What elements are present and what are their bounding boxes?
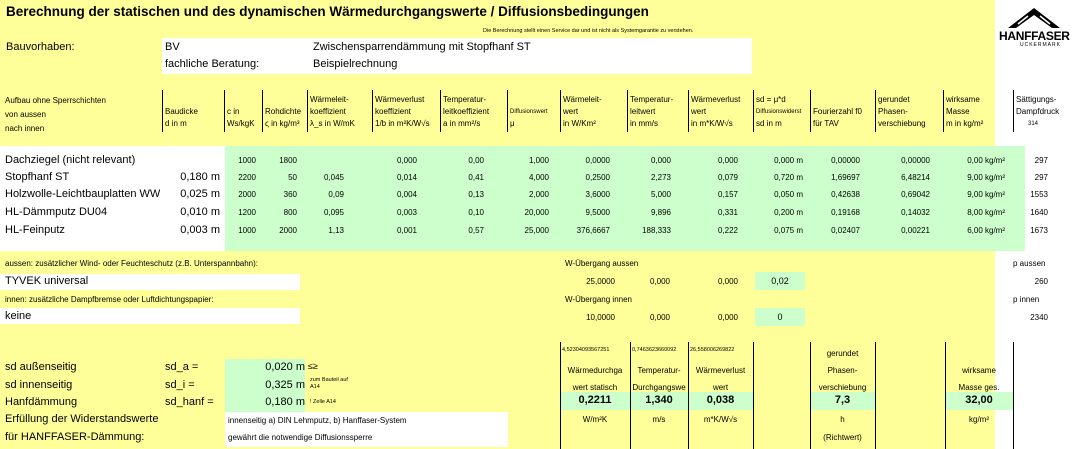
cell-loss: 0,004 xyxy=(396,190,417,199)
cell-a: 0,00 xyxy=(468,156,484,165)
header-layer: Aufbau ohne Sperrschichten von aussen nach innen xyxy=(5,96,106,133)
header-cond: Wärmeleit- wert in W/Km² xyxy=(560,90,602,132)
sd-a-var: sd_a = xyxy=(165,361,199,373)
u-value: 0,2211 xyxy=(578,394,612,406)
fulfil-line-1: Erfüllung der Widerstandswerte xyxy=(5,413,159,425)
inside-sd[interactable]: 0 xyxy=(777,312,783,322)
cell-lambda: 0,095 xyxy=(323,208,344,217)
header-c: c in Ws/kgK xyxy=(224,90,255,132)
cell-sat: 297 xyxy=(1034,156,1048,165)
cell-name[interactable]: Holzwolle-Leichtbauplatten WW xyxy=(5,188,160,200)
cell-a: 0,13 xyxy=(468,190,484,199)
cell-c: 2000 xyxy=(238,190,256,199)
page-title: Berechnung der statischen und des dynamischen Wärmedurchgangswerte / Diffusionsbedingungen xyxy=(6,4,649,19)
cell-name[interactable]: HL-Feinputz xyxy=(5,224,65,236)
cell-rho: 2000 xyxy=(279,226,297,235)
project-desc[interactable]: Zwischensparrendämmung mit Stopfhanf ST xyxy=(313,41,531,53)
cell-phase: 0,00221 xyxy=(901,226,930,235)
cell-mu: 4,000 xyxy=(528,173,549,182)
cell-sd: 0,000 m xyxy=(774,156,803,165)
cell-lv: 0,079 xyxy=(717,173,738,182)
inside-v3: 0,000 xyxy=(717,313,738,322)
cell-cond: 376,6667 xyxy=(576,226,610,235)
tl-unit: m/s xyxy=(652,415,666,424)
hanffaser-logo xyxy=(998,4,1070,50)
cell-lv: 0,222 xyxy=(717,226,738,235)
cell-loss: 0,003 xyxy=(396,208,417,217)
cell-name[interactable]: Dachziegel (nicht relevant) xyxy=(5,154,136,166)
cell-mass: 0,00 kg/m² xyxy=(967,156,1005,165)
disclaimer: Die Berechnung stellt einen Service dar und ist nicht als Systemgarantie zu verstehen. xyxy=(483,28,694,34)
cell-a: 0,57 xyxy=(468,226,484,235)
header-thickness: Baudicke d in m xyxy=(162,90,198,132)
cell-f0: 1,69697 xyxy=(831,173,860,182)
sd-i-note: zum Bauteil auf A14 xyxy=(310,377,348,390)
cell-sat: 297 xyxy=(1034,173,1048,182)
hanf-value: 0,180 m xyxy=(265,396,305,408)
wv-unit: m*K/W√s xyxy=(703,415,738,424)
cell-f0: 0,42638 xyxy=(831,190,860,199)
inside-value[interactable]: keine xyxy=(5,310,32,322)
cell-loss: 0,014 xyxy=(396,173,417,182)
tl-head: Temperatur- Durchgangswe xyxy=(632,366,686,392)
cell-cond: 9,5000 xyxy=(585,208,610,217)
hanf-var: sd_hanf = xyxy=(165,396,214,408)
cell-c: 1000 xyxy=(238,226,256,235)
project-abbr[interactable]: BV xyxy=(165,41,180,53)
hanf-label: Hanfdämmung xyxy=(5,396,78,408)
cell-tc: 9,896 xyxy=(650,208,671,217)
outside-sd[interactable]: 0,02 xyxy=(771,276,789,286)
header-diff: Diffusionswert μ xyxy=(507,90,548,132)
cell-a: 0,41 xyxy=(468,173,484,182)
wv-head: Wärmeverlust wert xyxy=(695,366,746,392)
cell-lv: 0,331 xyxy=(717,208,738,217)
cell-lambda: 1,13 xyxy=(328,226,344,235)
cell-a: 0,10 xyxy=(468,208,484,217)
fulfil-text-2: gewährt die notwendige Diffusionssperre xyxy=(228,433,373,442)
cell-sd: 0,050 m xyxy=(774,190,803,199)
header-phase: gerundet Phasen- verschiebung xyxy=(875,90,926,132)
cell-lv: 0,157 xyxy=(717,190,738,199)
advice-label: fachliche Beratung: xyxy=(165,58,260,70)
tl-value: 1,340 xyxy=(645,394,673,406)
ph-head: gerundet Phasen- verschiebung xyxy=(818,349,867,392)
fulfil-text-1: innenseitig a) DIN Lehmputz, b) Hanffaser-System xyxy=(228,416,407,425)
cell-sd: 0,720 m xyxy=(774,173,803,182)
header-loss-val: Wärmeverlust wert in m*K/W√s xyxy=(688,90,740,132)
cell-c: 1000 xyxy=(238,156,256,165)
u-unit: W/m²K xyxy=(582,415,608,424)
raw-wv: 26,558006269822 xyxy=(690,347,735,353)
ph-note: (Richtwert) xyxy=(823,433,862,442)
summary-divider-6 xyxy=(875,342,876,449)
header-sd: sd = μ*d Diffusionswiderst sd in m xyxy=(753,90,801,132)
cell-c: 2200 xyxy=(238,173,256,182)
cell-tc: 5,000 xyxy=(650,190,671,199)
cell-tc: 0,000 xyxy=(650,156,671,165)
cell-lambda: 0,045 xyxy=(323,173,344,182)
header-mass: wirksame Masse m in kg/m² xyxy=(943,90,983,132)
outside-w-label: W-Übergang aussen xyxy=(565,259,639,268)
cell-loss: 0,001 xyxy=(396,226,417,235)
cell-phase: 0,14032 xyxy=(901,208,930,217)
cell-sat: 1553 xyxy=(1030,190,1048,199)
cell-c: 1200 xyxy=(238,208,256,217)
header-temp-coef: Temperatur- leitkoeffizient a in mm²/s xyxy=(440,90,489,132)
cell-lambda: 0,09 xyxy=(328,190,344,199)
inside-v1: 10,0000 xyxy=(586,313,615,322)
cell-cond: 0,2500 xyxy=(585,173,610,182)
cell-rho: 1800 xyxy=(279,156,297,165)
outside-v1: 25,0000 xyxy=(586,277,615,286)
inside-v2: 0,000 xyxy=(649,313,670,322)
outside-v2: 0,000 xyxy=(649,277,670,286)
cell-rho: 50 xyxy=(288,173,297,182)
sd-a-value: 0,020 m xyxy=(265,361,305,373)
cell-f0: 0,02407 xyxy=(831,226,860,235)
logo-text: HANFFASER xyxy=(999,29,1070,43)
ms-unit: kg/m² xyxy=(969,415,989,424)
cell-mu: 25,000 xyxy=(524,226,549,235)
inside-p-label: p innen xyxy=(1013,295,1040,304)
cell-mass: 6,00 kg/m² xyxy=(967,226,1005,235)
summary-divider-8 xyxy=(1013,342,1014,449)
header-lambda: Wärmeleit- koeffizient λ_s in W/mK xyxy=(307,90,355,132)
inside-p: 2340 xyxy=(1030,313,1048,322)
cell-name[interactable]: Stopfhanf ST xyxy=(5,171,70,183)
sd-i-var: sd_i = xyxy=(165,379,195,391)
cell-f0: 0,00000 xyxy=(831,156,860,165)
cell-sd: 0,075 m xyxy=(774,226,803,235)
cell-cond: 0,0000 xyxy=(585,156,610,165)
raw-u: 4,52304093567251 xyxy=(562,347,610,353)
inside-value-box xyxy=(0,308,300,324)
sd-i-label: sd innenseitig xyxy=(5,379,73,391)
fulfil-line-2: für HANFFASER-Dämmung: xyxy=(5,431,145,443)
ms-head: wirksame Masse ges. xyxy=(958,366,1000,392)
header-fourier: Fourierzahl f0 für TAV xyxy=(810,90,862,132)
ph-unit: h xyxy=(840,415,845,424)
outside-value[interactable]: TYVEK universal xyxy=(5,275,89,287)
cell-f0: 0,19168 xyxy=(831,208,860,217)
header-loss-coef: Wärmeverlust koeffizient 1/b in m²K/W√s xyxy=(372,90,430,132)
cell-mass: 9,00 kg/m² xyxy=(967,190,1005,199)
cell-cond: 3,6000 xyxy=(585,190,610,199)
cell-d[interactable]: 0,180 m xyxy=(180,171,220,183)
cell-d[interactable]: 0,010 m xyxy=(180,206,220,218)
cell-phase: 0,00000 xyxy=(901,156,930,165)
cell-mass: 9,00 kg/m² xyxy=(967,173,1005,182)
outside-p-label: p aussen xyxy=(1013,259,1046,268)
cell-sd: 0,200 m xyxy=(774,208,803,217)
cell-name[interactable]: HL-Dämmputz DU04 xyxy=(5,206,108,218)
sd-a-label: sd außenseitig xyxy=(5,361,77,373)
hanf-note: ! Zelle A14 xyxy=(310,399,336,405)
cell-mu: 20,000 xyxy=(524,208,549,217)
leq-symbol: ≤≥ xyxy=(308,361,318,371)
project-label: Bauvorhaben: xyxy=(6,41,75,53)
ph-value: 7,3 xyxy=(834,394,851,406)
u-head: Wärmedurchga wert statisch xyxy=(567,366,623,392)
cell-d[interactable]: 0,025 m xyxy=(180,188,220,200)
wv-value: 0,038 xyxy=(706,394,735,406)
sd-i-value: 0,325 m xyxy=(265,379,305,391)
advice-value[interactable]: Beispielrechnung xyxy=(313,58,398,70)
outside-v3: 0,000 xyxy=(717,277,738,286)
outside-label: aussen: zusätzlicher Wind- oder Feuchteschutz (z.B. Unterspannbahn): xyxy=(5,259,259,268)
inside-label: innen: zusätzliche Dampfbremse oder Luftdichtungspapier: xyxy=(5,295,214,304)
cell-rho: 800 xyxy=(283,208,297,217)
header-temp-cond: Temperatur- leitwert in mm/s xyxy=(627,90,673,132)
raw-tl: 0,7463623660092 xyxy=(632,347,677,353)
cell-sat: 1673 xyxy=(1030,226,1048,235)
cell-phase: 6,48214 xyxy=(901,173,930,182)
cell-d[interactable]: 0,003 m xyxy=(180,224,220,236)
summary-divider-4 xyxy=(753,342,754,449)
cell-lv: 0,000 xyxy=(717,156,738,165)
cell-phase: 0,69042 xyxy=(901,190,930,199)
cell-mass: 8,00 kg/m² xyxy=(967,208,1005,217)
cell-mu: 1,000 xyxy=(528,156,549,165)
cell-mu: 2,000 xyxy=(528,190,549,199)
header-sat: Sättigungs- Dampfdruck 314 xyxy=(1013,90,1059,132)
cell-tc: 2,273 xyxy=(650,173,671,182)
outside-p: 260 xyxy=(1034,277,1048,286)
cell-rho: 360 xyxy=(283,190,297,199)
ms-value: 32,00 xyxy=(965,394,993,406)
header-density: Rohdichte ς in kg/m³ xyxy=(262,90,301,132)
logo-subtext: UCKERMARK xyxy=(1020,42,1061,48)
cell-loss: 0,000 xyxy=(396,156,417,165)
cell-tc: 188,333 xyxy=(642,226,671,235)
inside-w-label: W-Übergang innen xyxy=(565,295,633,304)
cell-sat: 1640 xyxy=(1030,208,1048,217)
